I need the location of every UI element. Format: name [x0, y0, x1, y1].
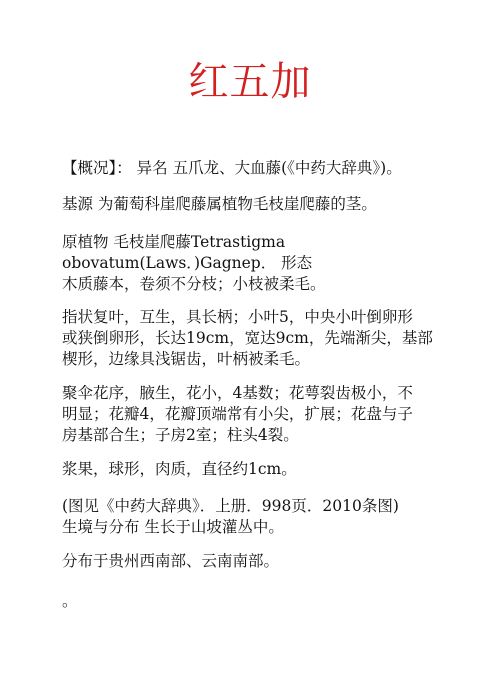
ending-mark: 。	[62, 592, 78, 610]
overview-paragraph	[62, 158, 462, 179]
flowers-paragraph	[62, 383, 462, 446]
overview-text: 【概况】： 异名 五爪龙、大血藤(《中药大辞典》)。	[62, 159, 402, 177]
distribution-paragraph	[62, 551, 462, 572]
reference-line-1: (图见《中药大辞典》．上册．998页．2010条图)	[62, 497, 399, 515]
leaves-line-2: 或狭倒卵形，长达19cm，宽达9cm，先端渐尖，基部	[62, 329, 433, 347]
leaves-line-1: 指状复叶，互生，具长柄；小叶5，中央小叶倒卵形	[62, 308, 413, 326]
reference-paragraph	[62, 496, 462, 538]
original-plant-line-1: 原植物 毛枝崖爬藤Tetrastigma	[62, 233, 286, 251]
page-title: 红五加	[188, 59, 312, 105]
fruit-paragraph	[62, 459, 462, 480]
leaves-paragraph	[62, 307, 462, 370]
flowers-line-1: 聚伞花序，腋生，花小，4基数；花萼裂齿极小，不	[62, 384, 413, 402]
distribution-text: 分布于贵州西南部、云南南部。	[62, 552, 280, 570]
flowers-line-3: 房基部合生；子房2室；柱头4裂。	[62, 426, 299, 444]
original-plant-paragraph	[62, 232, 462, 295]
original-plant-line-2: obovatum(Laws．)Gagnep． 形态	[62, 254, 313, 272]
habitat-line: 生境与分布 生长于山坡灌丛中。	[62, 518, 284, 536]
leaves-line-3: 楔形，边缘具浅锯齿，叶柄被柔毛。	[62, 350, 311, 368]
source-text: 基源 为葡萄科崖爬藤属植物毛枝崖爬藤的茎。	[62, 195, 377, 213]
ending-paragraph	[62, 591, 462, 612]
flowers-line-2: 明显；花瓣4，花瓣顶端常有小尖，扩展；花盘与子	[62, 405, 413, 423]
source-paragraph	[62, 194, 462, 215]
fruit-text: 浆果，球形，肉质，直径约1cm。	[62, 460, 297, 478]
original-plant-line-3: 木质藤本，卷须不分枝；小枝被柔毛。	[62, 275, 326, 293]
